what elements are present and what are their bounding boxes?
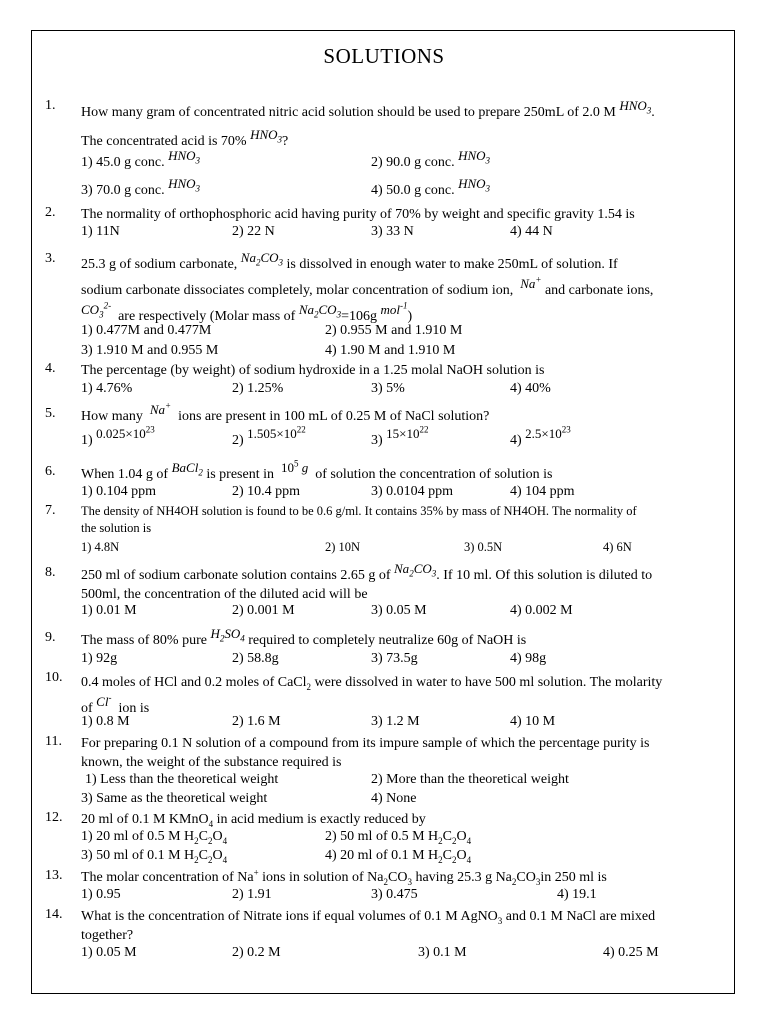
option-4[interactable]: 4) 50.0 g conc. $HNO_3$ bbox=[371, 176, 491, 198]
option-2[interactable]: 2) More than the theoretical weight bbox=[371, 772, 569, 787]
option-3[interactable]: 3) 0.05 M bbox=[371, 603, 427, 618]
formula-cl-ion: Cl- bbox=[96, 692, 112, 709]
formula-carbonate-ion: $CO_3^{2-}$ bbox=[81, 300, 112, 320]
question-number: 4. bbox=[45, 361, 56, 376]
question-number: 1. bbox=[45, 98, 56, 113]
option-4[interactable]: 4) 20 ml of 0.1 M $H_2C_2O_4$ bbox=[325, 848, 472, 865]
question-number: 10. bbox=[45, 670, 63, 685]
option-3[interactable]: 3) 0.475 bbox=[371, 887, 418, 902]
option-1[interactable]: 1) 4.76% bbox=[81, 381, 133, 396]
option-3[interactable]: 3) 5% bbox=[371, 381, 405, 396]
option-1[interactable]: 1) $0.025\times 10^{23}$ bbox=[81, 424, 155, 448]
option-3[interactable]: 3) 0.1 M bbox=[418, 945, 467, 960]
option-2[interactable]: 2) 10N bbox=[325, 540, 361, 554]
option-4[interactable]: 4) 19.1 bbox=[557, 887, 597, 902]
option-3[interactable]: 3) 33 N bbox=[371, 224, 414, 239]
formula-na2co3: $Na_2CO_3$ bbox=[240, 250, 284, 268]
formula-bacl2: BaCl$_2$ bbox=[171, 460, 203, 478]
option-1[interactable]: 1) 0.01 M bbox=[81, 603, 137, 618]
option-2[interactable]: 2) 1.25% bbox=[232, 381, 284, 396]
formula-na-ion: Na+ bbox=[149, 400, 172, 417]
option-1[interactable]: 1) 92g bbox=[81, 651, 118, 666]
option-4[interactable]: 4) $2.5\times 10^{23}$ bbox=[510, 424, 571, 448]
question-number: 8. bbox=[45, 565, 56, 580]
option-3[interactable]: 3) 1.2 M bbox=[371, 714, 420, 729]
option-4[interactable]: 4) 98g bbox=[510, 651, 547, 666]
option-2[interactable]: 2) 50 ml of 0.5 M $H_2C_2O_4$ bbox=[325, 829, 472, 846]
option-4[interactable]: 4) 1.90 M and 1.910 M bbox=[325, 343, 456, 358]
question-number: 13. bbox=[45, 868, 63, 883]
question-number: 12. bbox=[45, 810, 63, 825]
option-1[interactable]: 1) 45.0 g conc. $HNO_3$ bbox=[81, 148, 201, 170]
option-4[interactable]: 4) 0.002 M bbox=[510, 603, 573, 618]
option-4[interactable]: 4) 6N bbox=[603, 540, 632, 554]
question-number: 9. bbox=[45, 630, 56, 645]
option-3[interactable]: 3) 50 ml of 0.1 M $H_2C_2O_4$ bbox=[81, 848, 228, 865]
page-title: SOLUTIONS bbox=[323, 44, 445, 68]
option-3[interactable]: 3) 70.0 g conc. $HNO_3$ bbox=[81, 176, 201, 198]
option-3[interactable]: 3) $15\times 10^{22}$ bbox=[371, 424, 429, 448]
option-3[interactable]: 3) 0.5N bbox=[464, 540, 503, 554]
option-1[interactable]: 1) 0.95 bbox=[81, 887, 121, 902]
option-1[interactable]: 1) 0.104 ppm bbox=[81, 484, 157, 499]
option-2[interactable]: 2) 1.91 bbox=[232, 887, 272, 902]
option-4[interactable]: 4) None bbox=[371, 791, 417, 806]
option-2[interactable]: 2) 58.8g bbox=[232, 651, 279, 666]
question-number: 11. bbox=[45, 734, 62, 749]
formula-na2co3: $Na_2CO_3$ bbox=[394, 561, 437, 579]
question-number: 2. bbox=[45, 205, 56, 220]
formula-h2so4: $H_2SO_4$ bbox=[210, 626, 245, 644]
option-3[interactable]: 3) 0.0104 ppm bbox=[371, 484, 454, 499]
option-3[interactable]: 3) 73.5g bbox=[371, 651, 418, 666]
question-number: 5. bbox=[45, 406, 56, 421]
question-number: 3. bbox=[45, 251, 56, 266]
option-2[interactable]: 2) 10.4 ppm bbox=[232, 484, 301, 499]
option-2[interactable]: 2) 0.001 M bbox=[232, 603, 295, 618]
option-1[interactable]: 1) 0.05 M bbox=[81, 945, 137, 960]
formula-na-ion: Na+ bbox=[520, 274, 542, 291]
option-4[interactable]: 4) 0.25 M bbox=[603, 945, 659, 960]
option-2[interactable]: 2) 90.0 g conc. $HNO_3$ bbox=[371, 148, 491, 170]
formula-hno3: $HNO_3$ bbox=[619, 98, 652, 116]
option-3[interactable]: 3) Same as the theoretical weight bbox=[81, 791, 268, 806]
question-number: 7. bbox=[45, 503, 56, 518]
option-4[interactable]: 4) 104 ppm bbox=[510, 484, 575, 499]
option-2[interactable]: 2) 1.6 M bbox=[232, 714, 281, 729]
option-2[interactable]: 2) 22 N bbox=[232, 224, 275, 239]
option-2[interactable]: 2) 0.2 M bbox=[232, 945, 281, 960]
question-number: 14. bbox=[45, 907, 63, 922]
option-4[interactable]: 4) 44 N bbox=[510, 224, 553, 239]
formula-hno3: $HNO_3$ bbox=[250, 127, 283, 145]
option-4[interactable]: 4) 40% bbox=[510, 381, 551, 396]
option-4[interactable]: 4) 10 M bbox=[510, 714, 556, 729]
option-1[interactable]: 1) 20 ml of 0.5 M $H_2C_2O_4$ bbox=[81, 829, 228, 846]
option-2[interactable]: 2) $1.505\times 10^{22}$ bbox=[232, 424, 306, 448]
option-1[interactable]: 1) 4.8N bbox=[81, 540, 120, 554]
option-1[interactable]: 1) 0.477M and 0.477M bbox=[81, 323, 212, 338]
option-3[interactable]: 3) 1.910 M and 0.955 M bbox=[81, 343, 219, 358]
option-2[interactable]: 2) 0.955 M and 1.910 M bbox=[325, 323, 463, 338]
question-number: 6. bbox=[45, 464, 56, 479]
option-1[interactable]: 1) 11N bbox=[81, 224, 120, 239]
option-1[interactable]: 1) 0.8 M bbox=[81, 714, 130, 729]
option-1[interactable]: 1) Less than the theoretical weight bbox=[85, 772, 279, 787]
